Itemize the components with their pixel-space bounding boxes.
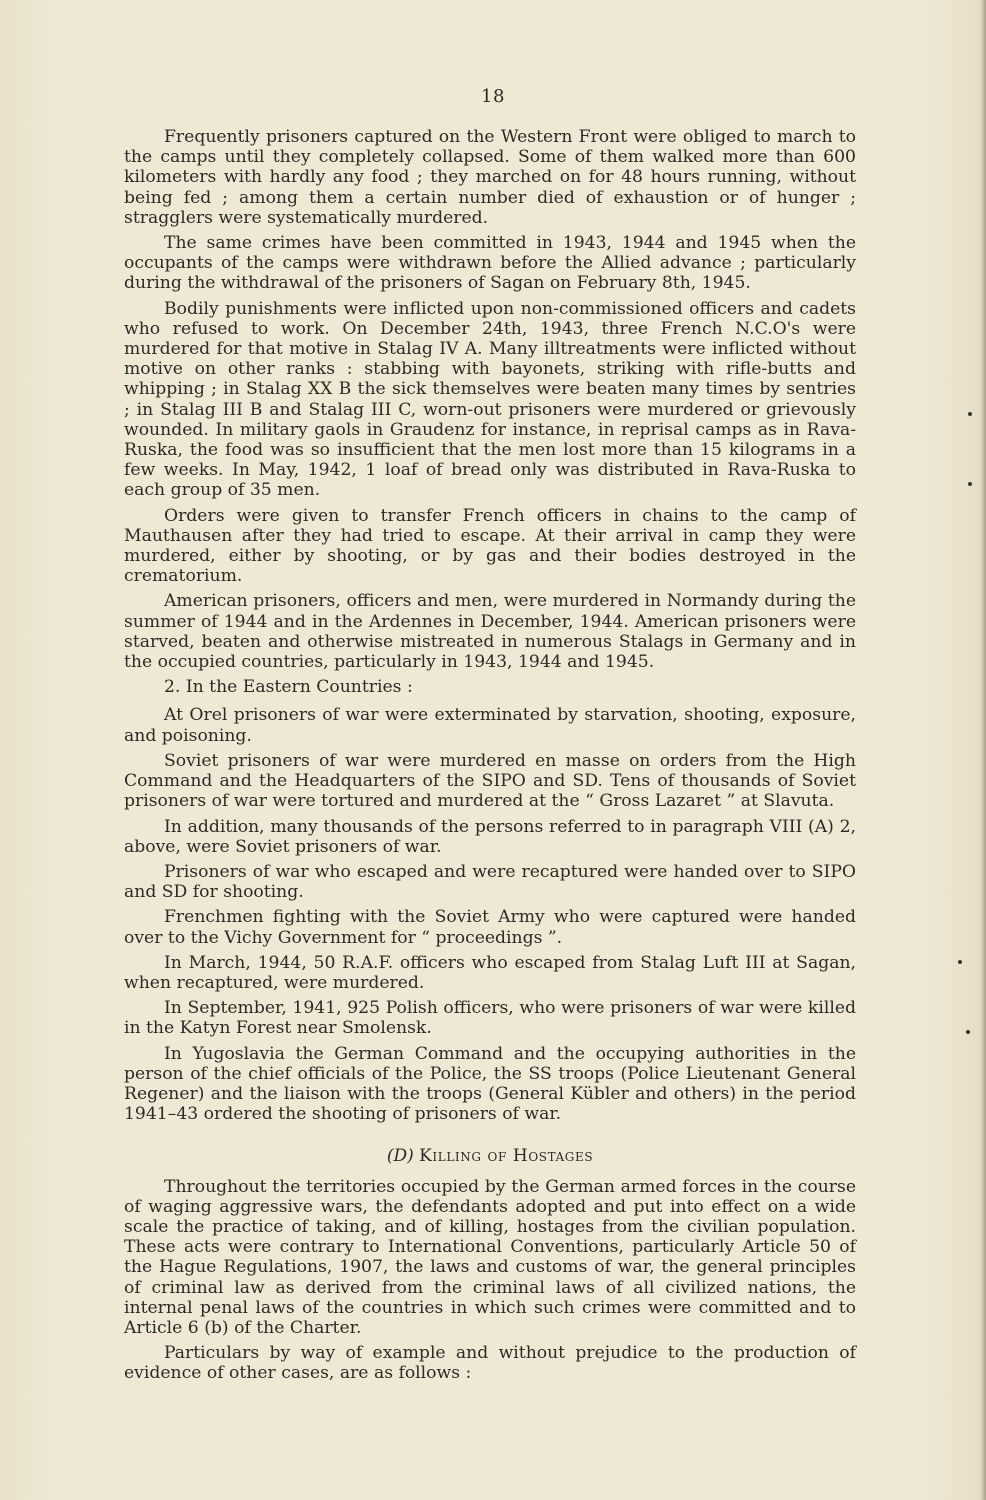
section-heading bbox=[124, 1146, 856, 1166]
paragraph: Particulars by way of example and without prejudice to the production of evidence of other cases, are as follows : bbox=[124, 1343, 856, 1384]
paragraph: Throughout the territories occupied by the German armed forces in the course of waging aggressive wars, the defendants adopted and put into effect on a wide scale the practice of taking, and of killing, hostages from the civilian population. These acts were contrary to International Conventions, particularly Article 50 of the Hague Regulations, 1907, the laws and customs of war, the general principles of criminal law as derived from the criminal laws of all civilized nations, the internal penal laws of the countries in which such crimes were committed and to Article 6 (b) of the Charter. bbox=[124, 1176, 856, 1338]
section-letter: (D) bbox=[386, 1146, 414, 1167]
paragraph: At Orel prisoners of war were exterminated by starvation, shooting, exposure, and poisoning. bbox=[124, 705, 856, 746]
paragraph: Frenchmen fighting with the Soviet Army who were captured were handed over to the Vichy Government for “ proceedings ”. bbox=[124, 907, 856, 948]
body-text bbox=[124, 127, 856, 1389]
margin-mark bbox=[968, 482, 972, 486]
paragraph: In September, 1941, 925 Polish officers, who were prisoners of war were killed in the Katyn Forest near Smolensk. bbox=[124, 998, 856, 1039]
page-edge-shadow bbox=[980, 0, 986, 1500]
page-number: 18 bbox=[481, 86, 505, 107]
paragraph: Soviet prisoners of war were murdered en masse on orders from the High Command and the Headquarters of the SIPO and SD. Tens of thousands of Soviet prisoners of war were tortured and murdered at the “ Gross Lazaret ” at Slavuta. bbox=[124, 750, 856, 812]
paragraph: Frequently prisoners captured on the Western Front were obliged to march to the camps until they completely collapsed. Some of them walked more than 600 kilometers with hardly any food ; they marched on for 48 hours running, without being fed ; among them a certain number died of exhaustion or of hunger ; stragglers were systematically murdered. bbox=[124, 127, 856, 228]
margin-mark bbox=[968, 412, 972, 416]
subsection-heading: 2. In the Eastern Countries : bbox=[164, 677, 413, 698]
paragraph: Orders were given to transfer French officers in chains to the camp of Mauthausen after they had tried to escape. At their arrival in camp they were murdered, either by shooting, or by gas and their bodies destroyed in the crematorium. bbox=[124, 505, 856, 587]
paragraph: The same crimes have been committed in 1943, 1944 and 1945 when the occupants of the camps were withdrawn before the Allied advance ; particularly during the withdrawal of the prisoners of Sagan on February 8th, 1945. bbox=[124, 233, 856, 294]
paragraph: In Yugoslavia the German Command and the occupying authorities in the person of the chief officials of the Police, the SS troops (Police Lieutenant General Regener) and the liaison with the troops (General Kübler and others) in the period 1941–43 ordered the shooting of prisoners of war. bbox=[124, 1043, 856, 1125]
margin-mark bbox=[966, 1030, 970, 1034]
paragraph: Prisoners of war who escaped and were recaptured were handed over to SIPO and SD for shooting. bbox=[124, 861, 856, 903]
margin-mark bbox=[958, 960, 962, 964]
paragraph: In March, 1944, 50 R.A.F. officers who escaped from Stalag Luft III at Sagan, when recaptured, were murdered. bbox=[124, 952, 856, 993]
paragraph: In addition, many thousands of the persons referred to in paragraph VIII (A) 2, above, were Soviet prisoners of war. bbox=[124, 816, 856, 857]
paragraph: Bodily punishments were inflicted upon non-commissioned officers and cadets who refused to work. On December 24th, 1943, three French N.C.O's were murdered for that motive in Stalag IV A. Many illtreatments were inflicted without motive on other ranks : stabbing with bayonets, striking with rifle-butts and whipping ; in Stalag XX B the sick themselves were beaten many times by sentries ; in Stalag III B and Stalag III C, worn-out prisoners were murdered or grievously wounded. In military gaols in Graudenz for instance, in reprisal camps as in Rava-Ruska, the food was so insufficient that the men lost more than 15 kilograms in a few weeks. In May, 1942, 1 loaf of bread only was distributed in Rava-Ruska to each group of 35 men. bbox=[124, 298, 856, 501]
section-title: Killing of Hostages bbox=[419, 1146, 594, 1167]
paragraph: American prisoners, officers and men, were murdered in Normandy during the summer of 1944 and in the Ardennes in December, 1944. American prisoners were starved, beaten and otherwise mistreated in numerous Stalags in Germany and in the occupied countries, particularly in 1943, 1944 and 1945. bbox=[124, 591, 856, 673]
